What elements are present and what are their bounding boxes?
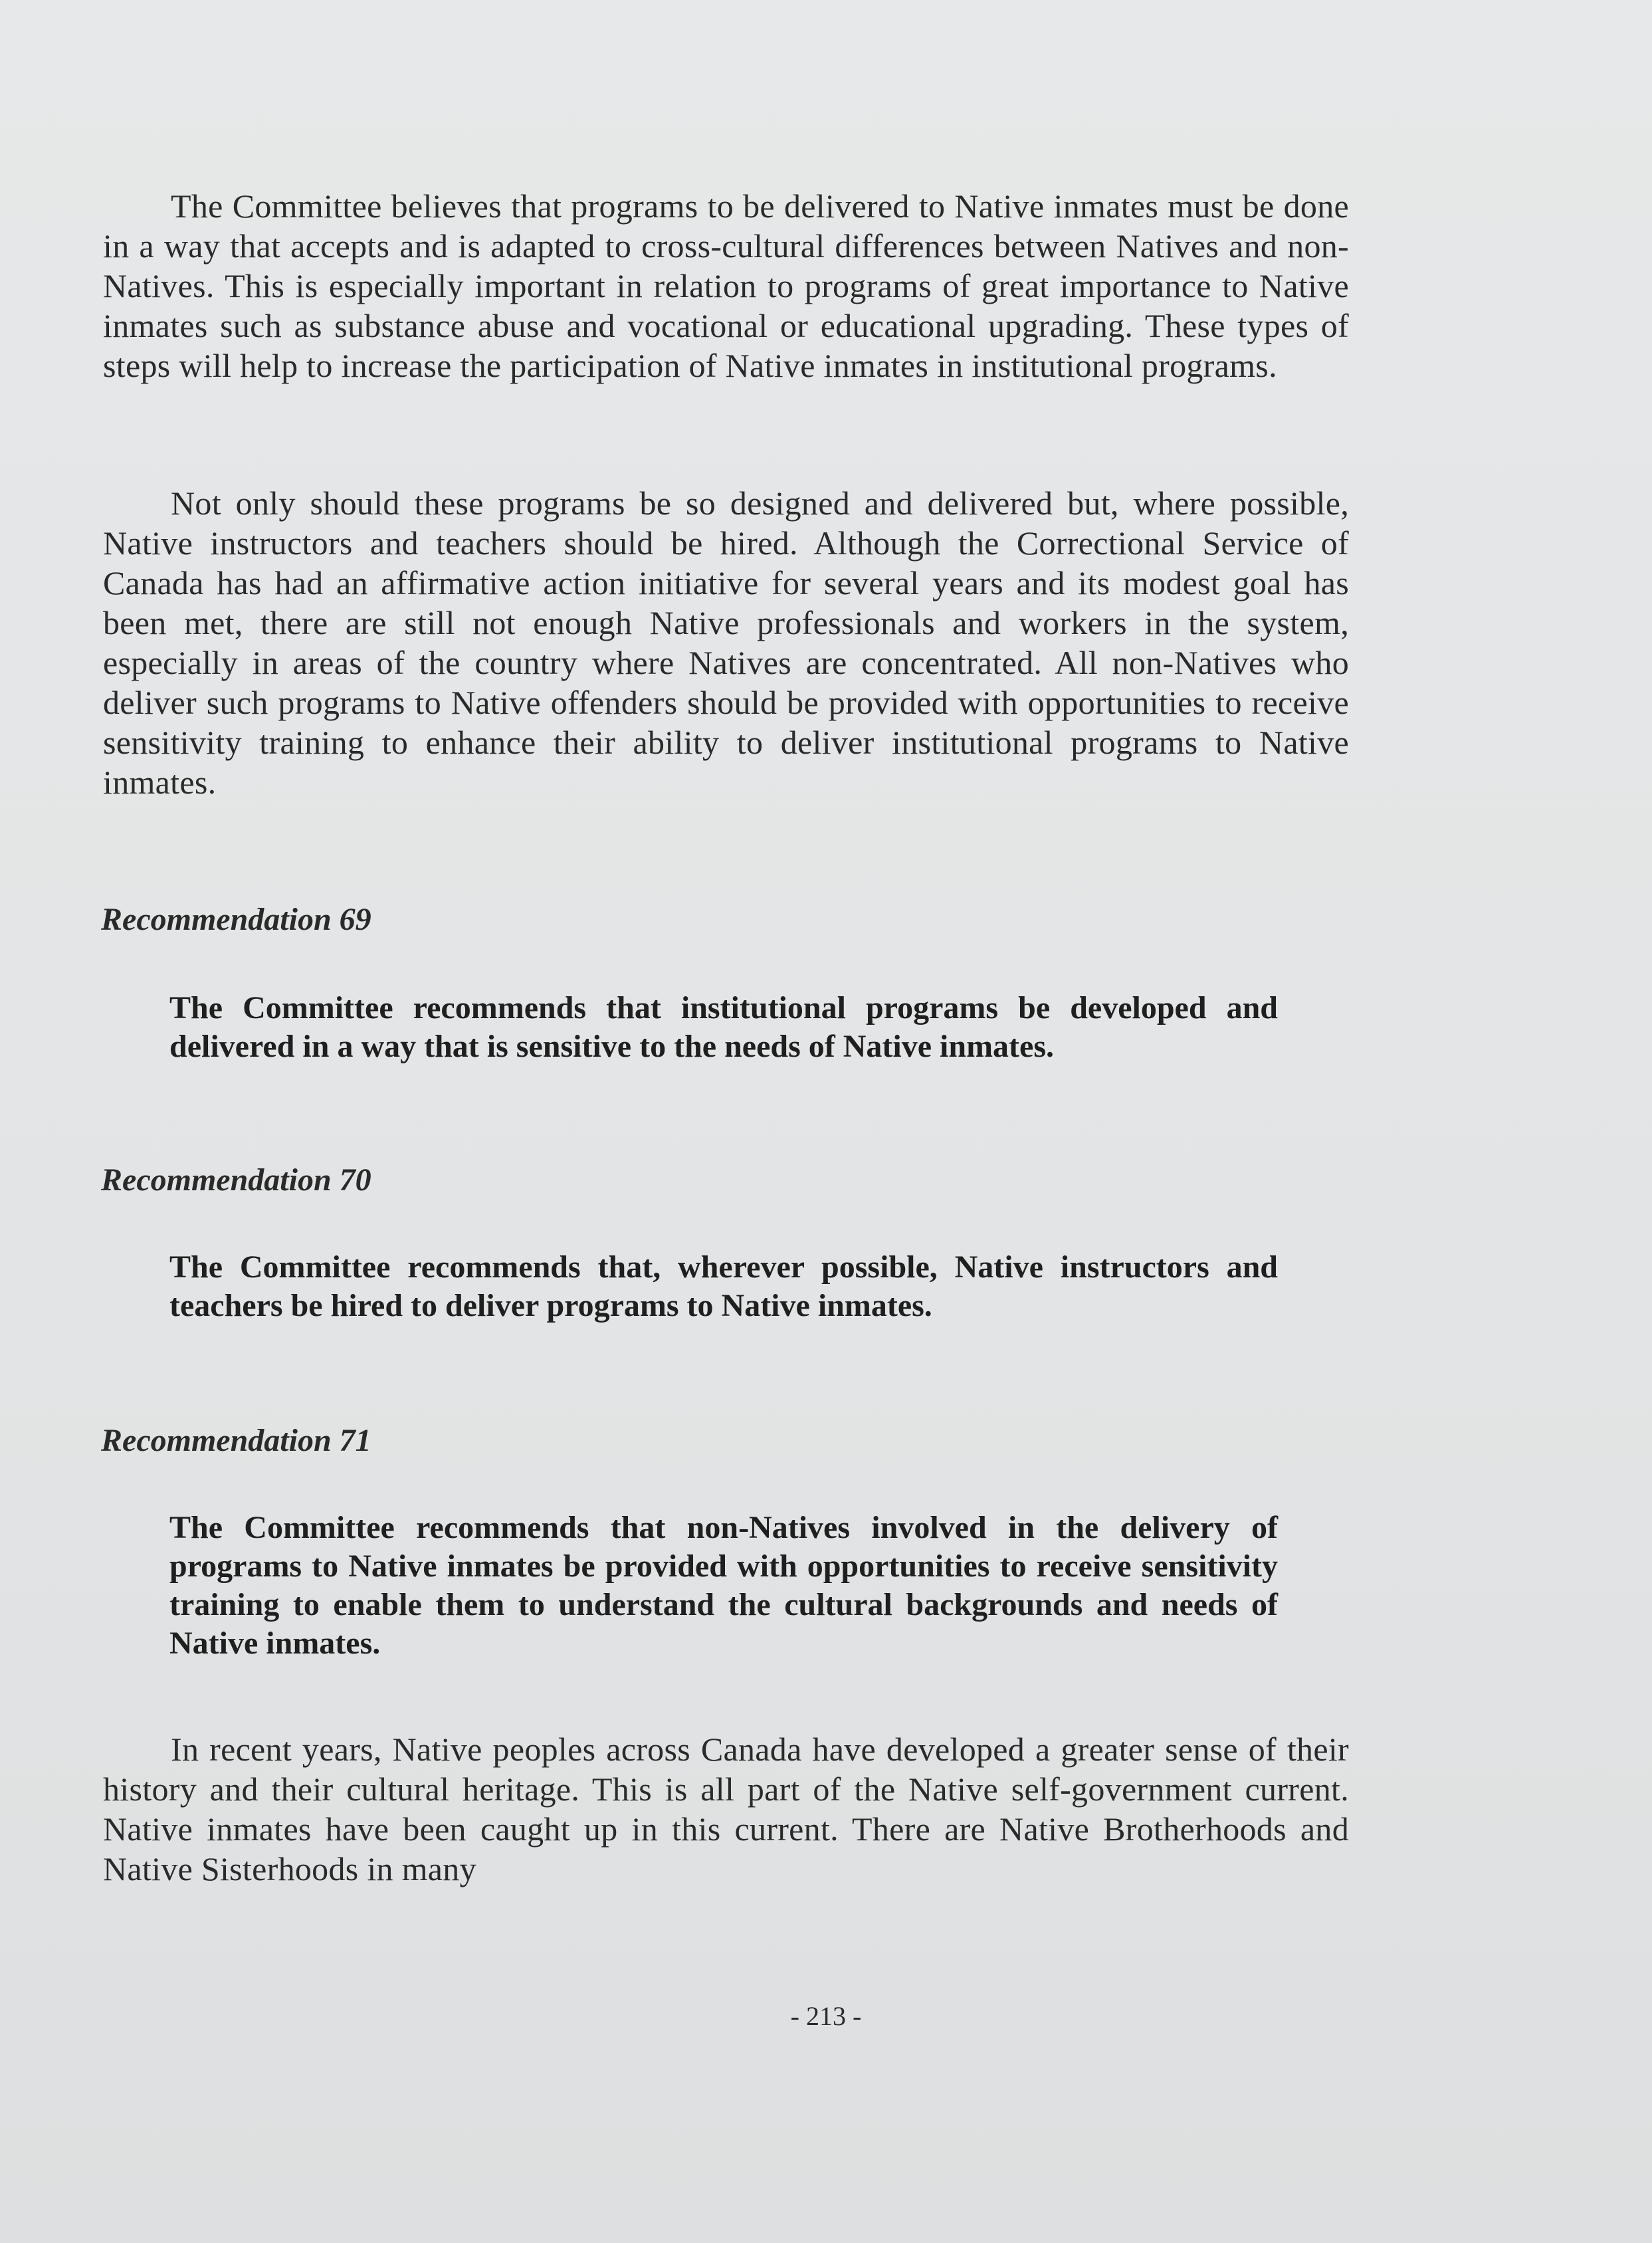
page-number: - 213 -: [790, 2001, 862, 2031]
paragraph-native-instructors: Not only should these programs be so designed and delivered but, where possible, Native instructors and teachers should be hired. Although the Correctional Service of Canada has had an affirmative action initiative for several years and its modest goal has been met, there are still not enough Native professionals and workers in the system, especially in areas of the country where Natives are concentrated. All non-Natives who deliver such programs to Native offenders should be provided with opportunities to receive sensitivity training to enhance their ability to deliver institutional programs to Native inmates.: [103, 484, 1349, 801]
paragraph-program-delivery: The Committee believes that programs to be delivered to Native inmates must be done in a way that accepts and is adapted to cross-cultural differences between Natives and non-Natives. This is especially important in relation to programs of great importance to Native inmates such as substance abuse and vocational or educational upgrading. These types of steps will help to increase the participation of Native inmates in institutional programs.: [103, 187, 1349, 384]
recommendation-71-text: The Committee recommends that non-Natives involved in the delivery of programs to Native inmates be provided with opportunities to receive sensitivity training to enable them to understand the cultural backgrounds and needs of Native inmates.: [169, 1510, 1278, 1661]
recommendation-71-heading: Recommendation 71: [101, 1423, 371, 1458]
recommendation-70-text: The Committee recommends that, wherever possible, Native instructors and teachers be hired to deliver programs to Native inmates.: [169, 1249, 1278, 1323]
recommendation-69-text: The Committee recommends that institutional programs be developed and delivered in a way that is sensitive to the needs of Native inmates.: [169, 990, 1278, 1064]
recommendation-70-heading: Recommendation 70: [101, 1162, 371, 1198]
paragraph-native-heritage: In recent years, Native peoples across Canada have developed a greater sense of their history and their cultural heritage. This is all part of the Native self-government current. Native inmates have been caught up in this current. There are Native Brotherhoods and Native Sisterhoods in many: [103, 1731, 1349, 1887]
recommendation-69-heading: Recommendation 69: [101, 902, 371, 937]
